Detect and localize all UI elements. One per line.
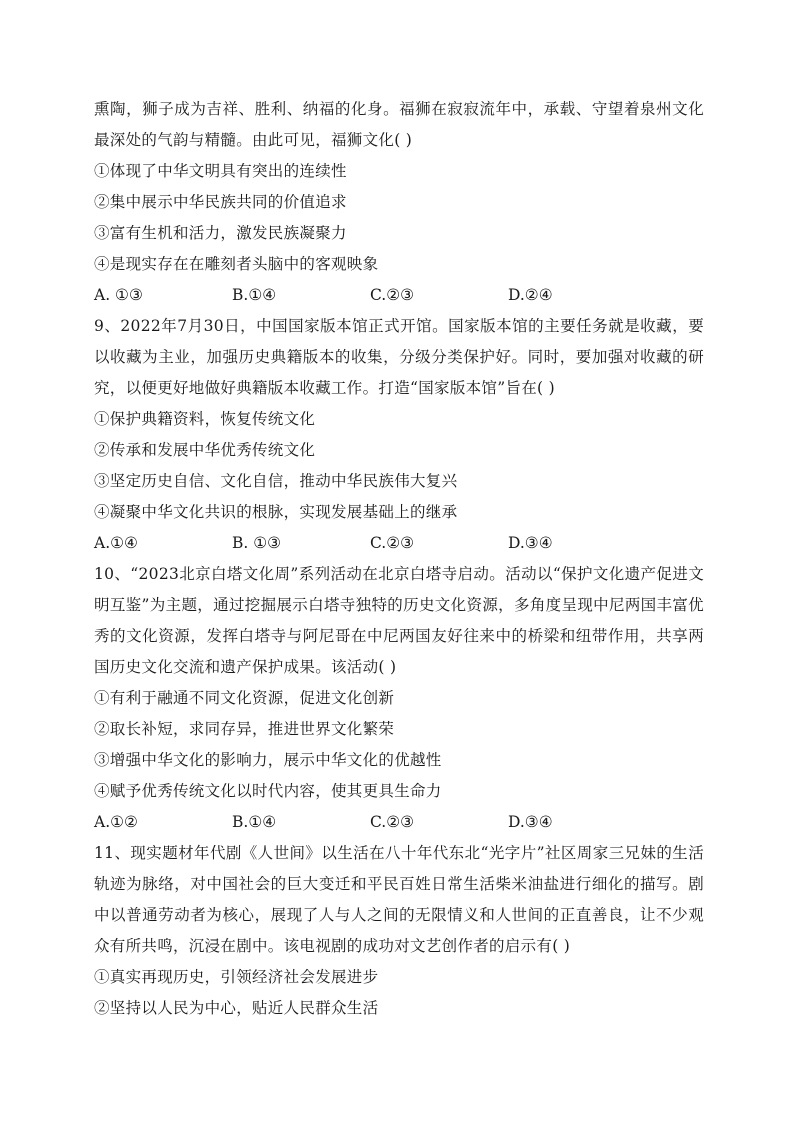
q10-choice-a: A.①② <box>94 813 138 831</box>
q9-stem: 9、2022年7月30日，中国国家版本馆正式开馆。国家版本馆的主要任务就是收藏，要以收藏为主业，加强历史典籍版本的收集，分级分类保护好。同时，要加强对收藏的研究，以便更好地做好典籍版本收藏工作。打造“国家版本馆”旨在( ) <box>94 317 704 397</box>
q10-choices <box>94 807 704 838</box>
q11-stem: 11、现实题材年代剧《人世间》以生活在八十年代东北“光字片”社区周家三兄妹的生活轨迹为脉络，对中国社会的巨大变迁和平民百姓日常生活柴米油盐进行细化的描写。剧中以普通劳动者为核心，展现了人与人之间的无限情义和人世间的正直善良，让不少观众有所共鸣，沉浸在剧中。该电视剧的成功对文艺创作者的启示有( ) <box>94 844 704 955</box>
q9-choices <box>94 528 704 559</box>
q10-option-2: ②取长补短，求同存异，推进世界文化繁荣 <box>94 720 395 738</box>
q8-option-2: ②集中展示中华民族共同的价值追求 <box>94 193 347 211</box>
q8-choice-d: D.②④ <box>508 286 553 304</box>
q9-choice-b: B. ①③ <box>232 534 282 552</box>
q9-choice-a: A.①④ <box>94 534 138 552</box>
q10-choice-b: B.①④ <box>232 813 277 831</box>
q10-option-3: ③增强中华文化的影响力，展示中华文化的优越性 <box>94 751 442 769</box>
q8-choice-c: C.②③ <box>370 286 415 304</box>
exam-page <box>94 94 704 1024</box>
q9-option-4: ④凝聚中华文化共识的根脉，实现发展基础上的继承 <box>94 503 458 521</box>
q8-choice-a: A. ①③ <box>94 286 143 304</box>
q10-choice-d: D.③④ <box>508 813 553 831</box>
q11-option-1: ①真实再现历史，引领经济社会发展进步 <box>94 968 379 986</box>
q9-option-3: ③坚定历史自信、文化自信，推动中华民族伟大复兴 <box>94 472 458 490</box>
q9-option-2: ②传承和发展中华优秀传统文化 <box>94 441 316 459</box>
q10-stem: 10、“2023北京白塔文化周”系列活动在北京白塔寺启动。活动以“保护文化遗产促进文明互鉴”为主题，通过挖掘展示白塔寺独特的历史文化资源，多角度呈现中尼两国丰富优秀的文化资源，发挥白塔寺与阿尼哥在中尼两国友好往来中的桥梁和纽带作用，共享两国历史文化交流和遗产保护成果。该活动( ) <box>94 565 704 676</box>
q9-choice-d: D.③④ <box>508 534 553 552</box>
q10-option-1: ①有利于融通不同文化资源，促进文化创新 <box>94 689 395 707</box>
q9-choice-c: C.②③ <box>370 534 415 552</box>
q8-stem: 熏陶，狮子成为吉祥、胜利、纳福的化身。福狮在寂寂流年中，承载、守望着泉州文化最深处的气韵与精髓。由此可见，福狮文化( ) <box>94 100 704 149</box>
q8-option-4: ④是现实存在在雕刻者头脑中的客观映象 <box>94 255 379 273</box>
q11-option-2: ②坚持以人民为中心，贴近人民群众生活 <box>94 999 379 1017</box>
q10-choice-c: C.②③ <box>370 813 415 831</box>
q8-choice-b: B.①④ <box>232 286 277 304</box>
q10-option-4: ④赋予优秀传统文化以时代内容，使其更具生命力 <box>94 782 442 800</box>
q9-option-1: ①保护典籍资料，恢复传统文化 <box>94 410 316 428</box>
q8-choices <box>94 280 704 311</box>
q8-option-3: ③富有生机和活力，激发民族凝聚力 <box>94 224 347 242</box>
q8-option-1: ①体现了中华文明具有突出的连续性 <box>94 162 347 180</box>
